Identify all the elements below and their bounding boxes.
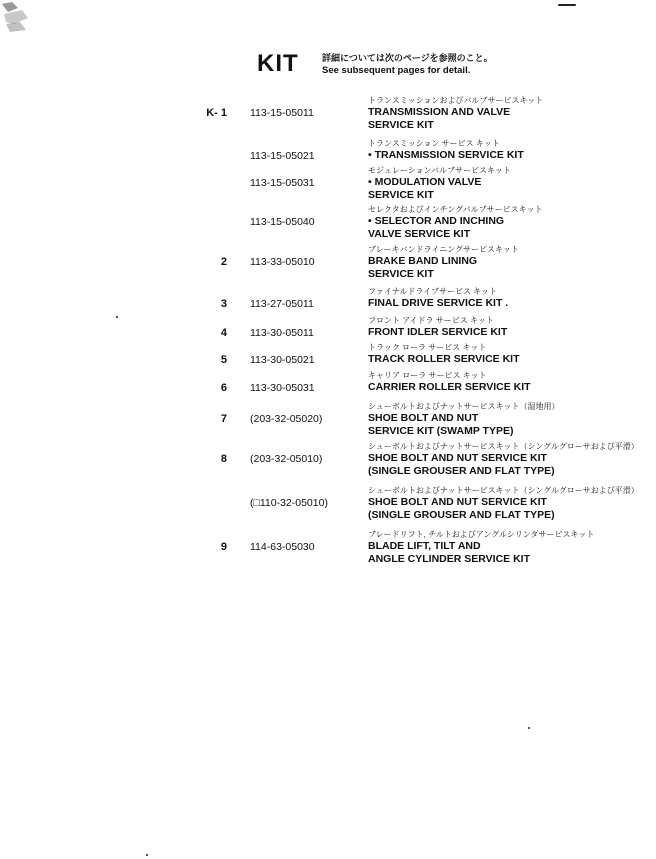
- kit-name-japanese: ブレードリフト, チルトおよびアングルシリンダサービスキット: [368, 530, 595, 539]
- kit-description: [368, 287, 653, 310]
- kit-name-english: SERVICE KIT: [368, 119, 434, 131]
- kit-name-english: CARRIER ROLLER SERVICE KIT: [368, 381, 531, 393]
- kit-index: 4: [220, 327, 227, 339]
- kit-name-japanese: トラック ローラ サービス キット: [368, 343, 487, 352]
- kit-name-japanese: フロント アイドラ サービス キット: [368, 316, 494, 325]
- kit-part-number: (203-32-05020): [250, 413, 323, 425]
- kit-description: [368, 402, 653, 438]
- kit-part-number: 113-30-05031: [250, 382, 315, 394]
- kit-part-number: 113-15-05021: [250, 150, 315, 162]
- kit-part-number: 113-33-05010: [250, 256, 315, 268]
- kit-name-japanese: モジュレーションバルブサービスキット: [368, 166, 511, 175]
- scan-dot: [528, 727, 530, 729]
- kit-description: [368, 442, 653, 478]
- page-title: KIT: [257, 50, 299, 77]
- kit-part-number: 113-30-05011: [250, 327, 314, 339]
- kit-description: [368, 316, 653, 339]
- kit-description: [368, 139, 653, 162]
- kit-index: 8: [220, 453, 227, 465]
- kit-name-english: • SELECTOR AND INCHING: [368, 215, 505, 227]
- kit-part-number: 113-15-05040: [250, 216, 315, 228]
- kit-description: [368, 486, 653, 522]
- kit-name-english: FINAL DRIVE SERVICE KIT .: [368, 297, 509, 309]
- kit-index: 3: [220, 298, 227, 310]
- kit-name-english: TRACK ROLLER SERVICE KIT: [368, 353, 520, 365]
- kit-description: [368, 245, 653, 281]
- kit-description: [368, 371, 653, 394]
- kit-name-english: TRANSMISSION AND VALVE: [368, 106, 511, 118]
- kit-name-english: SHOE BOLT AND NUT SERVICE KIT: [368, 452, 547, 464]
- scan-smudge: [0, 0, 34, 34]
- kit-index: K- 1: [206, 107, 227, 119]
- kit-name-english: SHOE BOLT AND NUT SERVICE KIT: [368, 496, 547, 508]
- kit-name-english: VALVE SERVICE KIT: [368, 228, 471, 240]
- kit-name-english: BRAKE BAND LINING: [368, 255, 478, 267]
- note-japanese: 詳細については次のページを参照のこと。: [322, 53, 493, 63]
- kit-name-japanese: セレクタおよびインチングバルブサービスキット: [368, 205, 543, 214]
- kit-name-english: • TRANSMISSION SERVICE KIT: [368, 149, 524, 161]
- scan-dash: [558, 4, 576, 6]
- kit-name-japanese: トランスミッション サービス キット: [368, 139, 500, 148]
- kit-description: [368, 166, 653, 202]
- kit-part-number: 113-15-05031: [250, 177, 315, 189]
- kit-part-number: 114-63-05030: [250, 541, 315, 553]
- kit-name-english: SERVICE KIT: [368, 268, 434, 280]
- kit-index: 9: [220, 541, 227, 553]
- kit-part-number: (203-32-05010): [250, 453, 323, 465]
- kit-name-japanese: トランスミッションおよびバルブサービスキット: [368, 96, 544, 105]
- kit-name-english: • MODULATION VALVE: [368, 176, 482, 188]
- kit-name-english: ANGLE CYLINDER SERVICE KIT: [368, 553, 530, 565]
- kit-index: 7: [220, 413, 227, 425]
- kit-description: [368, 96, 653, 132]
- kit-part-number: 113-15-05011: [250, 107, 314, 119]
- kit-name-japanese: シューボルトおよびナットサービスキット（湿地用）: [368, 402, 560, 411]
- kit-name-english: SHOE BOLT AND NUT: [368, 412, 479, 424]
- kit-name-japanese: シューボルトおよびナットサービスキット（シングルグローサおよび平滑）: [368, 486, 639, 495]
- kit-description: [368, 343, 653, 366]
- kit-name-japanese: ファイナルドライブサービス キット: [368, 287, 498, 296]
- kit-name-english: SERVICE KIT: [368, 189, 434, 201]
- kit-description: [368, 530, 653, 566]
- kit-description: [368, 205, 653, 241]
- kit-index: 5: [220, 354, 227, 366]
- kit-index: 6: [220, 382, 227, 394]
- kit-part-number: (□110-32-05010): [250, 497, 328, 509]
- kit-name-japanese: キャリア ローラ サービス キット: [368, 371, 487, 380]
- kit-part-number: 113-30-05021: [250, 354, 315, 366]
- kit-name-english: (SINGLE GROUSER AND FLAT TYPE): [368, 509, 555, 521]
- kit-name-japanese: シューボルトおよびナットサービスキット（シングルグローサおよび平滑）: [368, 442, 639, 451]
- note-english: See subsequent pages for detail.: [322, 65, 471, 76]
- kit-name-japanese: ブレーキバンドライニングサービスキット: [368, 245, 519, 254]
- kit-name-english: SERVICE KIT (SWAMP TYPE): [368, 425, 514, 437]
- scan-dot: [146, 854, 148, 856]
- kit-name-english: (SINGLE GROUSER AND FLAT TYPE): [368, 465, 555, 477]
- scan-dot: [116, 316, 118, 318]
- kit-index: 2: [220, 256, 227, 268]
- kit-part-number: 113-27-05011: [250, 298, 314, 310]
- kit-name-english: BLADE LIFT, TILT AND: [368, 540, 481, 552]
- kit-name-english: FRONT IDLER SERVICE KIT: [368, 326, 508, 338]
